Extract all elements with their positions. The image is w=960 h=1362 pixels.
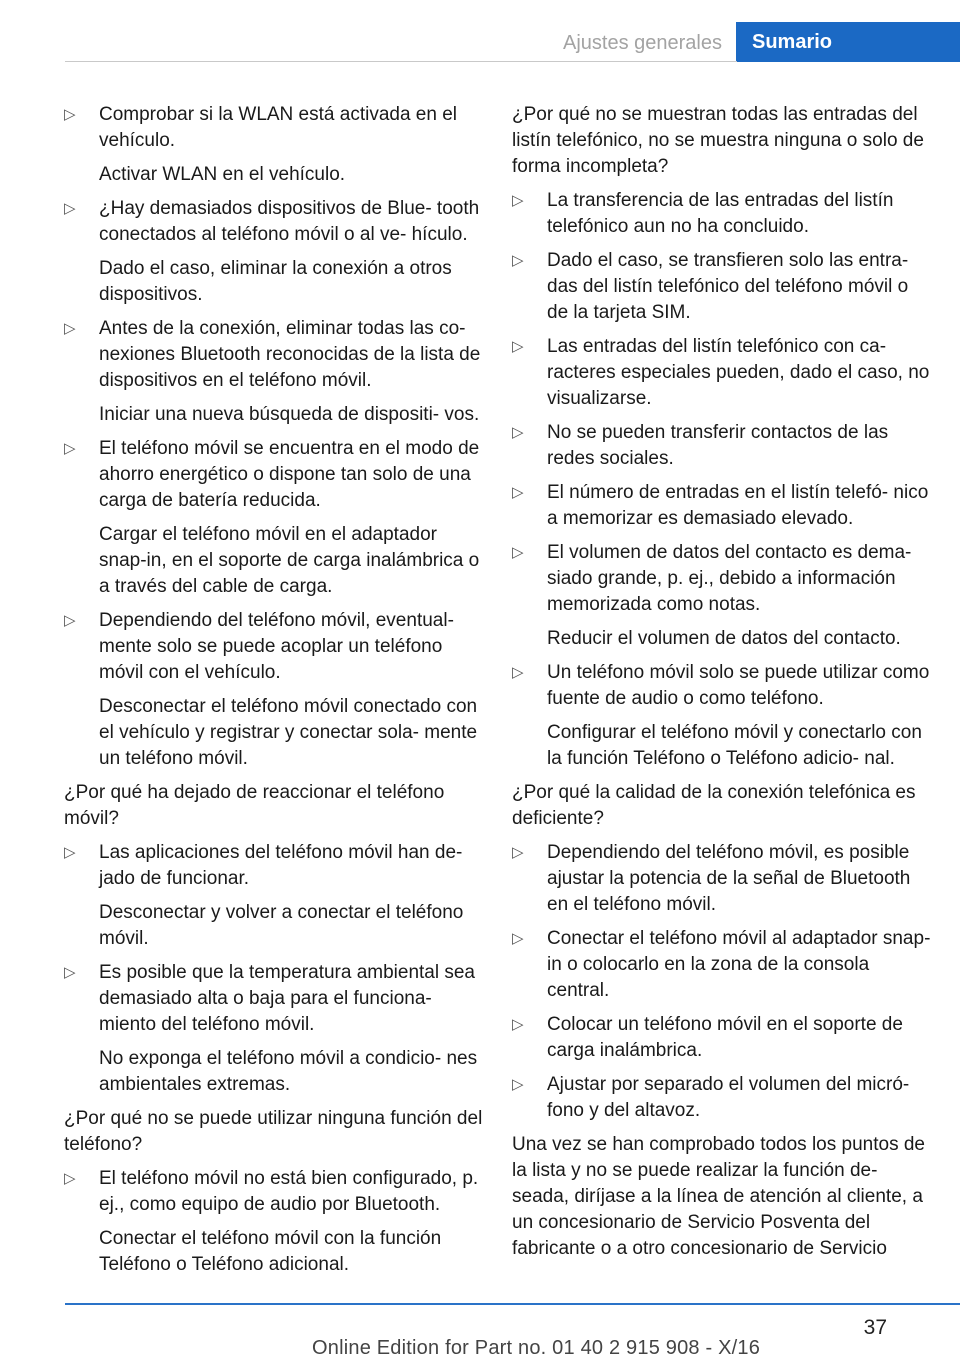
triangle-bullet-icon: ▷ [512,1076,524,1093]
triangle-bullet-icon: ▷ [512,1016,524,1033]
triangle-bullet-icon: ▷ [512,544,524,561]
list-item [512,540,932,652]
list-item-action: Cargar el teléfono móvil en el adaptador snap-in, en el soporte de carga inalámbrica o a través del cable de carga. [99,524,480,597]
list-item-action: Activar WLAN en el vehículo. [99,164,346,185]
list-item [512,420,932,472]
list-item [64,102,484,188]
footer-divider [65,1303,960,1305]
list-item-action: Iniciar una nueva búsqueda de dispositi‐ vos. [99,404,480,425]
list-item-text: La transferencia de las entradas del listín telefónico aun no ha concluido. [547,190,894,237]
header-section-title: Ajustes generales [563,32,722,54]
triangle-bullet-icon: ▷ [64,320,76,337]
question-paragraph: ¿Por qué no se puede utilizar ninguna función del teléfono? [64,1108,483,1155]
header-tab-sumario[interactable]: Sumario [736,22,960,62]
triangle-bullet-icon: ▷ [64,106,76,123]
list-item [64,840,484,952]
triangle-bullet-icon: ▷ [64,440,76,457]
list-item [64,436,484,600]
triangle-bullet-icon: ▷ [512,664,524,681]
triangle-bullet-icon: ▷ [64,844,76,861]
list-item-action: Dado el caso, eliminar la conexión a otros dispositivos. [99,258,452,305]
triangle-bullet-icon: ▷ [64,1170,76,1187]
triangle-bullet-icon: ▷ [512,192,524,209]
header-divider [65,61,737,62]
list-item-text: ¿Hay demasiados dispositivos de Blue‐ tooth conectados al teléfono móvil o al ve‐ hículo. [99,198,480,245]
page-header [0,0,960,62]
list-item [64,316,484,428]
list-item-text: Comprobar si la WLAN está activada en el vehículo. [99,104,457,151]
list-item [512,840,932,918]
triangle-bullet-icon: ▷ [512,930,524,947]
question-paragraph: ¿Por qué no se muestran todas las entradas del listín telefónico, no se muestra ninguna o solo de forma incompleta? [512,104,924,177]
list-item-text: Las entradas del listín telefónico con ca‐ racteres especiales pueden, dado el caso, no visualizarse. [547,336,930,409]
list-item [512,188,932,240]
list-item [512,1072,932,1124]
list-item-text: Conectar el teléfono móvil al adaptador snap-in o colocarlo en la zona de la consola central. [547,928,931,1001]
question-paragraph: ¿Por qué ha dejado de reaccionar el teléfono móvil? [64,782,445,829]
triangle-bullet-icon: ▷ [512,252,524,269]
triangle-bullet-icon: ▷ [512,338,524,355]
page-number: 37 [863,1316,887,1339]
list-item-action: Reducir el volumen de datos del contacto. [547,628,901,649]
list-item-text: Las aplicaciones del teléfono móvil han de‐ jado de funcionar. [99,842,463,889]
list-item-action: Desconectar y volver a conectar el teléfono móvil. [99,902,464,949]
list-item-text: Dado el caso, se transfieren solo las entra‐ das del listín telefónico del teléfono móvil o de la tarjeta SIM. [547,250,909,323]
list-item-text: El teléfono móvil se encuentra en el modo de ahorro energético o dispone tan solo de una carga de batería reducida. [99,438,480,511]
list-item-text: El teléfono móvil no está bien configurado, p. ej., como equipo de audio por Bluetooth. [99,1168,479,1215]
triangle-bullet-icon: ▷ [512,844,524,861]
list-item-action: Conectar el teléfono móvil con la función Teléfono o Teléfono adicional. [99,1228,442,1275]
list-item [64,1166,484,1278]
triangle-bullet-icon: ▷ [64,200,76,217]
list-item [512,660,932,772]
list-item-action: Desconectar el teléfono móvil conectado con el vehículo y registrar y conectar sola‐ mente un teléfono móvil. [99,696,478,769]
list-item-text: El volumen de datos del contacto es dema‐ siado grande, p. ej., debido a información memorizada como notas. [547,542,912,615]
list-item-action: Configurar el teléfono móvil y conectarlo con la función Teléfono o Teléfono adicio‐ nal. [547,722,922,769]
list-item-text: Ajustar por separado el volumen del micró‐ fono y del altavoz. [547,1074,910,1121]
list-item [512,334,932,412]
list-item [64,960,484,1098]
question-paragraph: ¿Por qué la calidad de la conexión telefónica es deficiente? [512,782,916,829]
triangle-bullet-icon: ▷ [64,612,76,629]
list-item-text: No se pueden transferir contactos de las redes sociales. [547,422,889,469]
list-item-text: El número de entradas en el listín telefó‐ nico a memorizar es demasiado elevado. [547,482,929,529]
list-item-text: Un teléfono móvil solo se puede utilizar como fuente de audio o como teléfono. [547,662,930,709]
list-item [512,248,932,326]
list-item-text: Colocar un teléfono móvil en el soporte de carga inalámbrica. [547,1014,903,1061]
list-item-text: Antes de la conexión, eliminar todas las co‐ nexiones Bluetooth reconocidas de la lista de dispositivos en el teléfono móvil. [99,318,481,391]
right-column [512,102,932,1270]
question-paragraph: Una vez se han comprobado todos los puntos de la lista y no se puede realizar la función de‐ seada, diríjase a la línea de atención al cliente, a un concesionario de Servicio Posventa del fabricante o a otro concesionario de Servicio [512,1134,925,1259]
list-item [512,1012,932,1064]
triangle-bullet-icon: ▷ [512,484,524,501]
edition-note: Online Edition for Part no. 01 40 2 915 908 - X/16 [312,1337,761,1359]
list-item [64,196,484,308]
list-item-text: Es posible que la temperatura ambiental sea demasiado alta o baja para el funciona‐ miento del teléfono móvil. [99,962,476,1035]
list-item [64,608,484,772]
triangle-bullet-icon: ▷ [512,424,524,441]
list-item [512,926,932,1004]
list-item-text: Dependiendo del teléfono móvil, eventual‐ mente solo se puede acoplar un teléfono móvil con el vehículo. [99,610,454,683]
list-item-action: No exponga el teléfono móvil a condicio‐ nes ambientales extremas. [99,1048,478,1095]
list-item [512,480,932,532]
left-column [64,102,484,1286]
triangle-bullet-icon: ▷ [64,964,76,981]
list-item-text: Dependiendo del teléfono móvil, es posible ajustar la potencia de la señal de Bluetooth en el teléfono móvil. [547,842,911,915]
